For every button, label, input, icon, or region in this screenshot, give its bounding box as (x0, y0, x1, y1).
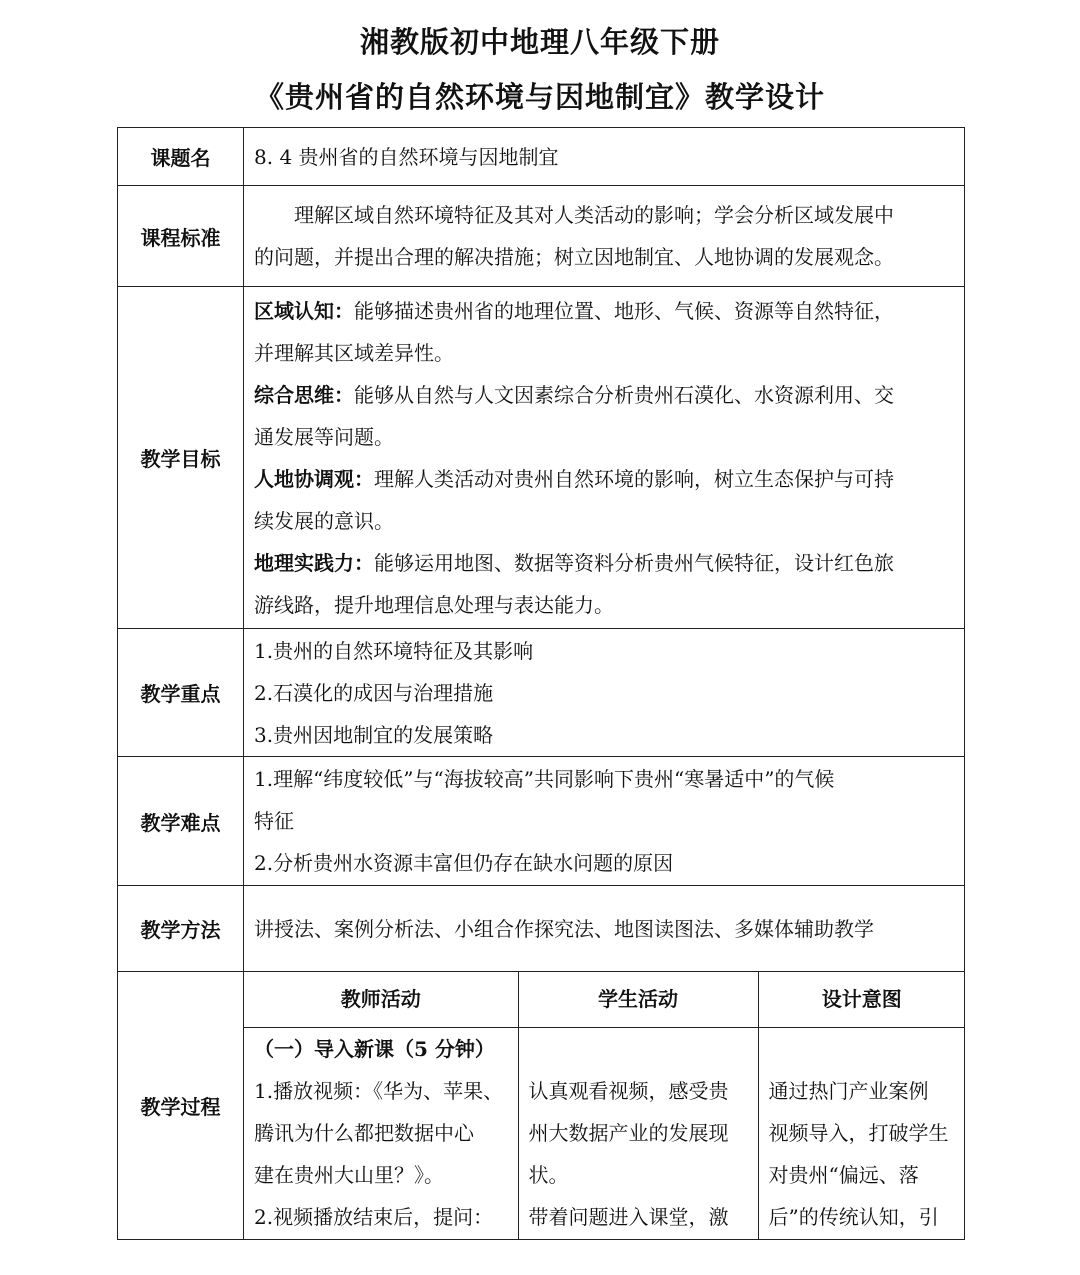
key-point-item: 3.贵州因地制宜的发展策略 (254, 722, 494, 747)
process-label: 教学过程 (118, 972, 244, 1240)
topic-value: 8. 4 贵州省的自然环境与因地制宜 (244, 128, 965, 186)
objective-title: 综合思维： (254, 382, 354, 407)
objective-title: 人地协调观： (254, 466, 374, 491)
objective-line: 游线路，提升地理信息处理与表达能力。 (254, 592, 614, 617)
design-intent-cell (758, 1027, 965, 1239)
objective-line (254, 290, 954, 332)
objectives-content (244, 287, 965, 629)
student-activity-line: 带着问题进入课堂，激 (528, 1204, 729, 1229)
methods-row (118, 886, 965, 972)
document-subtitle: 《贵州省的自然环境与因地制宜》教学设计 (254, 80, 825, 114)
design-intent-line: 通过热门产业案例 (768, 1078, 929, 1103)
student-activity-header: 学生活动 (518, 972, 758, 1027)
difficulty-item: 2.分析贵州水资源丰富但仍存在缺水问题的原因 (254, 851, 674, 875)
key-point-item: 1.贵州的自然环境特征及其影响 (254, 638, 534, 663)
objective-line: 通发展等问题。 (254, 424, 394, 449)
objectives-row (118, 287, 965, 629)
standard-label: 课程标准 (118, 186, 244, 287)
student-activity-cell (518, 1027, 758, 1239)
objective-title: 区域认知： (254, 298, 354, 323)
process-cell (244, 972, 965, 1240)
objective-text: 能够描述贵州省的地理位置、地形、气候、资源等自然特征， (354, 298, 894, 323)
teacher-activity-line: 1.播放视频：《华为、苹果、 (254, 1078, 504, 1103)
process-row (118, 972, 965, 1240)
step-heading: （一）导入新课（5 分钟） (254, 1036, 495, 1061)
design-intent-line: 后”的传统认知，引 (768, 1204, 939, 1229)
objective-line (254, 542, 954, 584)
topic-row (118, 128, 965, 186)
objective-line (254, 458, 954, 500)
key-point-item: 2.石漠化的成因与治理措施 (254, 680, 494, 705)
lesson-plan-table (117, 127, 965, 1240)
teacher-activity-cell (244, 1027, 518, 1239)
document-title: 湘教版初中地理八年级下册 (359, 25, 720, 59)
difficulty-item: 1.理解“纬度较低”与“海拔较高”共同影响下贵州“寒暑适中”的气候 (254, 767, 835, 791)
difficulties-label: 教学难点 (118, 757, 244, 886)
teacher-activity-line: 建在贵州大山里？》。 (254, 1162, 444, 1187)
objective-line (254, 374, 954, 416)
difficulties-row (118, 757, 965, 886)
teacher-activity-line: 2.视频播放结束后，提问： (254, 1204, 494, 1229)
student-activity-line: 州大数据产业的发展现 (528, 1120, 729, 1145)
design-intent-line: 视频导入，打破学生 (768, 1120, 949, 1145)
teacher-activity-header: 教师活动 (340, 987, 421, 1012)
objective-line: 并理解其区域差异性。 (254, 340, 454, 365)
objectives-label: 教学目标 (118, 287, 244, 629)
design-intent-line: 对贵州“偏远、落 (768, 1162, 919, 1187)
student-activity-line: 认真观看视频，感受贵 (528, 1078, 729, 1103)
objective-title: 地理实践力： (254, 550, 374, 575)
key-points-label: 教学重点 (118, 629, 244, 757)
methods-value: 讲授法、案例分析法、小组合作探究法、地图读图法、多媒体辅助教学 (244, 886, 965, 972)
standard-line-1: 理解区域自然环境特征及其对人类活动的影响；学会分析区域发展中 (294, 203, 894, 227)
objective-text: 能够运用地图、数据等资料分析贵州气候特征，设计红色旅 (374, 550, 894, 575)
standard-line-2: 的问题，并提出合理的解决措施；树立因地制宜、人地协调的发展观念。 (254, 245, 894, 269)
teacher-activity-line: 腾讯为什么都把数据中心 (254, 1120, 474, 1145)
standard-content (244, 186, 965, 287)
objective-text: 理解人类活动对贵州自然环境的影响，树立生态保护与可持 (374, 466, 894, 491)
objective-text: 能够从自然与人文因素综合分析贵州石漠化、水资源利用、交 (354, 382, 894, 407)
difficulty-item: 特征 (254, 809, 294, 833)
design-intent-header: 设计意图 (758, 972, 965, 1027)
process-table (244, 972, 965, 1239)
difficulties-content (244, 757, 965, 886)
key-points-content (244, 629, 965, 757)
topic-label: 课题名 (118, 128, 244, 186)
objective-line: 续发展的意识。 (254, 508, 394, 533)
process-step-row (244, 1027, 965, 1239)
process-header-row (244, 972, 965, 1027)
key-points-row (118, 629, 965, 757)
standard-row (118, 186, 965, 287)
student-activity-line: 状。 (528, 1162, 569, 1187)
methods-label: 教学方法 (118, 886, 244, 972)
